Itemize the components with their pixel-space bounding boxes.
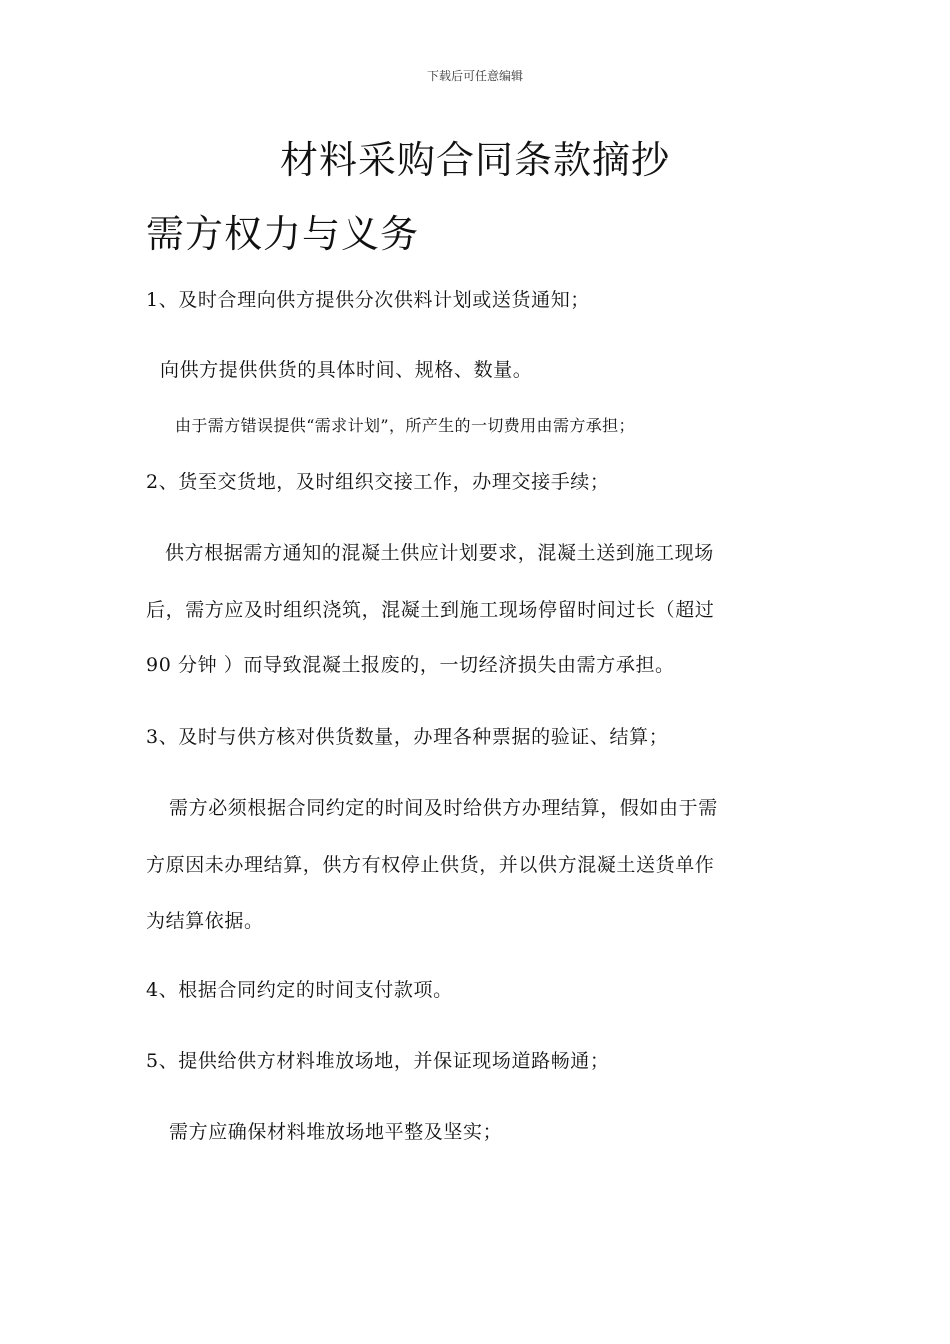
item-4-heading: 4、根据合同约定的时间支付款项。 <box>146 979 453 1001</box>
item-2-note: 90 分钟 ）而导致混凝土报废的，一切经济损失由需方承担。 <box>146 654 675 676</box>
item-2-heading: 2、货至交货地，及时组织交接工作，办理交接手续； <box>146 471 610 493</box>
item-1-note: 向供方提供供货的具体时间、规格、数量。 <box>160 359 533 381</box>
section-title: 需方权力与义务 <box>146 212 420 256</box>
item-2-note: 后，需方应及时组织浇筑，混凝土到施工现场停留时间过长（超过 <box>146 599 715 621</box>
item-2-note: 供方根据需方通知的混凝土供应计划要求，混凝土送到施工现场 <box>165 542 714 564</box>
item-3-heading: 3、及时与供方核对供货数量，办理各种票据的验证、结算； <box>146 726 669 748</box>
item-3-note: 方原因未办理结算，供方有权停止供货，并以供方混凝土送货单作 <box>146 854 715 876</box>
item-5-heading: 5、提供给供方材料堆放场地，并保证现场道路畅通； <box>146 1050 610 1072</box>
item-1-note: 由于需方错误提供“需求计划”，所产生的一切费用由需方承担； <box>175 416 635 435</box>
item-3-note: 需方必须根据合同约定的时间及时给供方办理结算，假如由于需 <box>169 797 718 819</box>
document-title: 材料采购合同条款摘抄 <box>279 138 670 182</box>
page-watermark: 下载后可任意编辑 <box>426 69 523 83</box>
item-1-heading: 1、及时合理向供方提供分次供料计划或送货通知； <box>146 289 590 311</box>
item-3-note: 为结算依据。 <box>146 910 264 932</box>
item-5-note: 需方应确保材料堆放场地平整及坚实； <box>169 1121 503 1143</box>
